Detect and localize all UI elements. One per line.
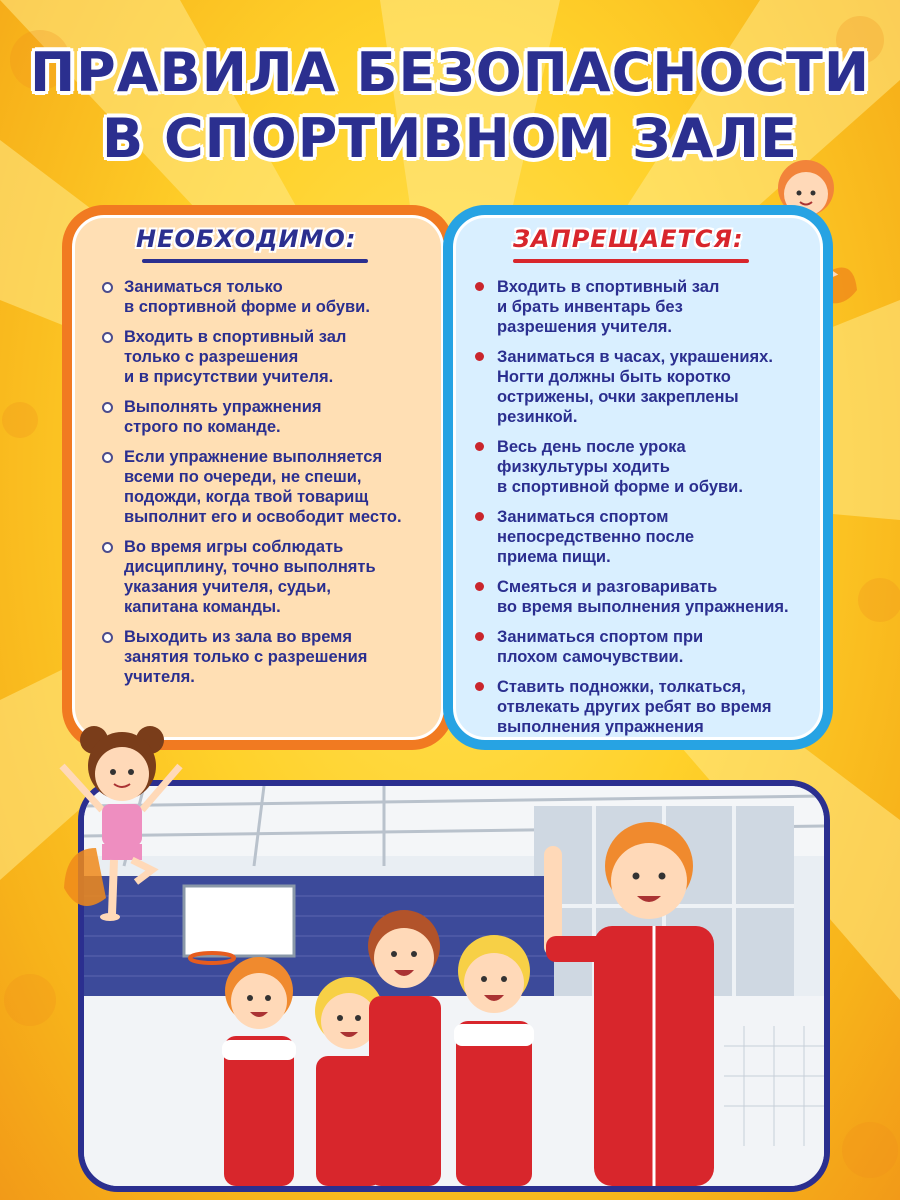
hollow-circle-bullet-icon bbox=[102, 452, 113, 463]
forbidden-heading-underline bbox=[513, 259, 749, 263]
red-dot-bullet-icon bbox=[475, 442, 484, 451]
forbidden-heading: ЗАПРЕЩАЕТСЯ: bbox=[513, 225, 744, 253]
must-heading: НЕОБХОДИМО: bbox=[136, 225, 357, 253]
must-panel bbox=[62, 205, 454, 750]
list-item bbox=[469, 627, 815, 667]
title-line-2: В СПОРТИВНОМ ЗАЛЕ bbox=[102, 107, 798, 170]
list-item bbox=[469, 437, 815, 497]
list-item bbox=[96, 277, 436, 317]
title-line-1: ПРАВИЛА БЕЗОПАСНОСТИ bbox=[29, 41, 871, 104]
red-dot-bullet-icon bbox=[475, 512, 484, 521]
must-heading-underline bbox=[142, 259, 368, 263]
list-item bbox=[96, 537, 436, 617]
rule-text: Во время игры соблюдать дисциплину, точно выполнять указания учителя, судьи, капитана команды. bbox=[124, 538, 376, 616]
list-item bbox=[96, 627, 436, 687]
list-item bbox=[469, 347, 815, 427]
forbidden-list bbox=[469, 277, 815, 747]
hollow-circle-bullet-icon bbox=[102, 282, 113, 293]
rule-text: Ставить подножки, толкаться, отвлекать других ребят во время выполнения упражнения bbox=[497, 678, 772, 736]
rule-text: Заниматься спортом непосредственно после приема пищи. bbox=[497, 508, 695, 566]
hollow-circle-bullet-icon bbox=[102, 402, 113, 413]
girl-exercise-illustration bbox=[56, 718, 186, 928]
must-list bbox=[96, 277, 436, 697]
rule-text: Входить в спортивный зал только с разрешения и в присутствии учителя. bbox=[124, 328, 347, 386]
list-item bbox=[96, 397, 436, 437]
rule-text: Заниматься в часах, украшениях. Ногти должны быть коротко острижены, очки закреплены резинкой. bbox=[497, 348, 773, 426]
list-item bbox=[96, 327, 436, 387]
rule-text: Заниматься только в спортивной форме и обуви. bbox=[124, 278, 370, 316]
rule-text: Если упражнение выполняется всеми по очереди, не спеши, подожди, когда твой товарищ выполнит его и освободит место. bbox=[124, 448, 402, 526]
red-dot-bullet-icon bbox=[475, 282, 484, 291]
rule-text: Заниматься спортом при плохом самочувствии. bbox=[497, 628, 704, 666]
red-dot-bullet-icon bbox=[475, 632, 484, 641]
red-dot-bullet-icon bbox=[475, 582, 484, 591]
rule-text: Выходить из зала во время занятия только с разрешения учителя. bbox=[124, 628, 368, 686]
rule-text: Весь день после урока физкультуры ходить в спортивной форме и обуви. bbox=[497, 438, 743, 496]
list-item bbox=[469, 677, 815, 737]
hollow-circle-bullet-icon bbox=[102, 332, 113, 343]
hollow-circle-bullet-icon bbox=[102, 542, 113, 553]
hollow-circle-bullet-icon bbox=[102, 632, 113, 643]
gym-scene-illustration bbox=[78, 780, 830, 1192]
rule-text: Смеяться и разговаривать во время выполнения упражнения. bbox=[497, 578, 789, 616]
list-item bbox=[469, 577, 815, 617]
list-item bbox=[469, 277, 815, 337]
list-item bbox=[469, 507, 815, 567]
list-item bbox=[96, 447, 436, 527]
forbidden-panel bbox=[443, 205, 833, 750]
red-dot-bullet-icon bbox=[475, 682, 484, 691]
rule-text: Выполнять упражнения строго по команде. bbox=[124, 398, 322, 436]
rule-text: Входить в спортивный зал и брать инвентарь без разрешения учителя. bbox=[497, 278, 720, 336]
red-dot-bullet-icon bbox=[475, 352, 484, 361]
